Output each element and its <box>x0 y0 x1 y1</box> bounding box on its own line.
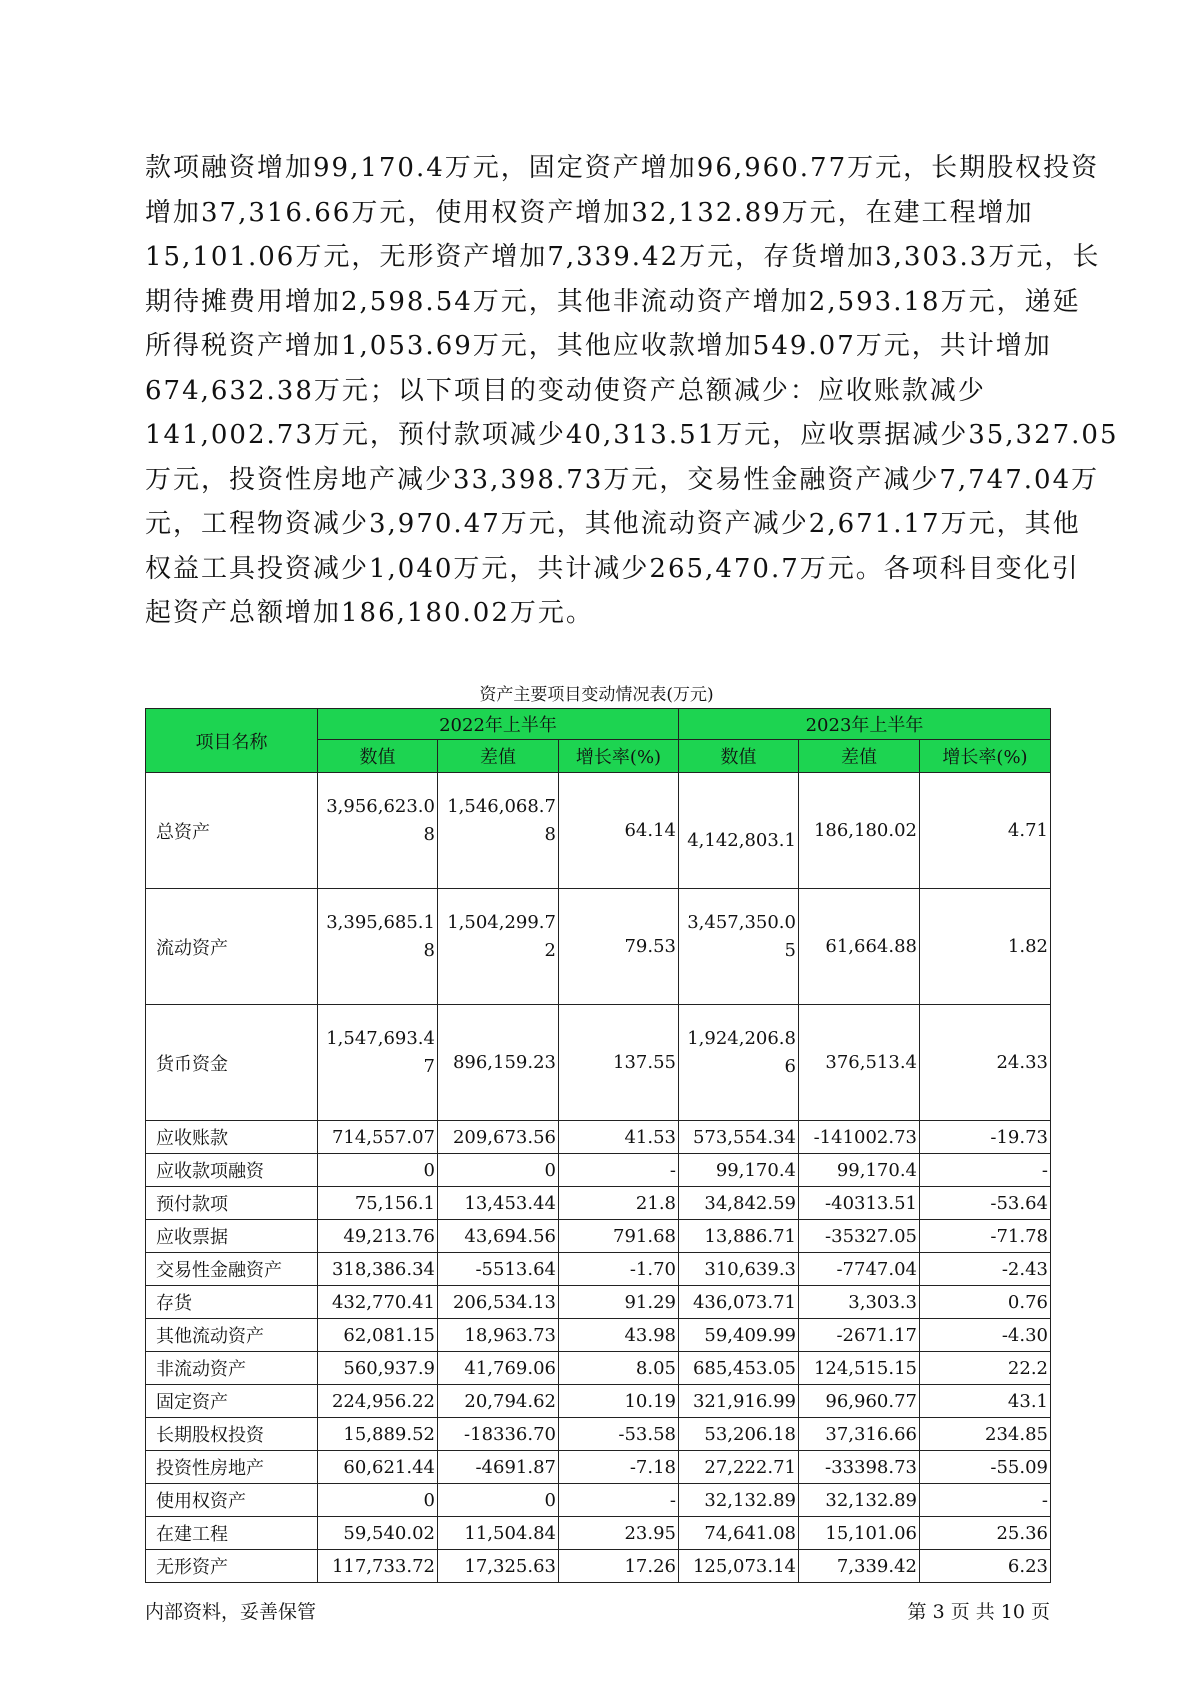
row-name: 流动资产 <box>146 889 318 1005</box>
row-name: 使用权资产 <box>146 1484 318 1517</box>
header-period-2023: 2023年上半年 <box>679 709 1051 740</box>
table-row <box>146 1550 1051 1583</box>
growth-2022-cell: 43.98 <box>559 1319 679 1352</box>
header-value-2022: 数值 <box>318 740 438 773</box>
diff-2023-cell: 124,515.15 <box>799 1352 920 1385</box>
diff-2022-cell: 896,159.23 <box>438 1005 559 1121</box>
growth-2023-cell: - <box>920 1484 1051 1517</box>
diff-2023-cell: -141002.73 <box>799 1121 920 1154</box>
header-diff-2023: 差值 <box>799 740 920 773</box>
growth-2022-cell: 79.53 <box>559 889 679 1005</box>
paragraph-line: 权益工具投资减少1,040万元，共计减少265,470.7万元。各项科目变化引 <box>145 553 1080 584</box>
value-2023-cell: 32,132.89 <box>679 1484 799 1517</box>
asset-changes-table <box>145 708 1051 1583</box>
growth-2023-cell: -53.64 <box>920 1187 1051 1220</box>
growth-2023-cell: 1.82 <box>920 889 1051 1005</box>
value-2023-cell: 3,457,350.05 <box>679 889 799 1005</box>
value-2022-cell: 117,733.72 <box>318 1550 438 1583</box>
header-period-2022: 2022年上半年 <box>318 709 679 740</box>
diff-2022-cell: 20,794.62 <box>438 1385 559 1418</box>
value-2023-cell: 27,222.71 <box>679 1451 799 1484</box>
growth-2022-cell: - <box>559 1154 679 1187</box>
value-2023-cell: 310,639.3 <box>679 1253 799 1286</box>
value-2022-cell: 60,621.44 <box>318 1451 438 1484</box>
table-caption: 资产主要项目变动情况表(万元) <box>479 685 714 705</box>
growth-2023-cell: -19.73 <box>920 1121 1051 1154</box>
growth-2022-cell: 791.68 <box>559 1220 679 1253</box>
paragraph-line: 万元，投资性房地产减少33,398.73万元，交易性金融资产减少7,747.04万 <box>145 464 1100 495</box>
growth-2022-cell: 23.95 <box>559 1517 679 1550</box>
growth-2023-cell: 22.2 <box>920 1352 1051 1385</box>
diff-2022-cell: 43,694.56 <box>438 1220 559 1253</box>
growth-2022-cell: 64.14 <box>559 773 679 889</box>
diff-2022-cell: -18336.70 <box>438 1418 559 1451</box>
growth-2022-cell: 41.53 <box>559 1121 679 1154</box>
row-name: 货币资金 <box>146 1005 318 1121</box>
table-row <box>146 1121 1051 1154</box>
value-2023-cell: 125,073.14 <box>679 1550 799 1583</box>
row-name: 预付款项 <box>146 1187 318 1220</box>
table-row <box>146 1319 1051 1352</box>
footer-page-number: 第 3 页 共 10 页 <box>907 1601 1050 1623</box>
growth-2022-cell: 137.55 <box>559 1005 679 1121</box>
diff-2023-cell: 96,960.77 <box>799 1385 920 1418</box>
value-2022-cell: 49,213.76 <box>318 1220 438 1253</box>
value-2022-cell: 75,156.1 <box>318 1187 438 1220</box>
table-row <box>146 1286 1051 1319</box>
row-name: 固定资产 <box>146 1385 318 1418</box>
diff-2022-cell: 0 <box>438 1484 559 1517</box>
growth-2023-cell: 6.23 <box>920 1550 1051 1583</box>
paragraph-line: 起资产总额增加186,180.02万元。 <box>145 598 594 628</box>
diff-2023-cell: -35327.05 <box>799 1220 920 1253</box>
value-2023-cell: 59,409.99 <box>679 1319 799 1352</box>
table-row <box>146 1352 1051 1385</box>
diff-2023-cell: 99,170.4 <box>799 1154 920 1187</box>
growth-2023-cell: 24.33 <box>920 1005 1051 1121</box>
header-diff-2022: 差值 <box>438 740 559 773</box>
value-2022-cell: 560,937.9 <box>318 1352 438 1385</box>
diff-2022-cell: 41,769.06 <box>438 1352 559 1385</box>
row-name: 存货 <box>146 1286 318 1319</box>
diff-2022-cell: 1,504,299.72 <box>438 889 559 1005</box>
row-name: 应收账款 <box>146 1121 318 1154</box>
value-2023-cell: 99,170.4 <box>679 1154 799 1187</box>
growth-2022-cell: - <box>559 1484 679 1517</box>
table-row <box>146 1154 1051 1187</box>
table-row <box>146 1385 1051 1418</box>
value-2022-cell: 318,386.34 <box>318 1253 438 1286</box>
row-name: 在建工程 <box>146 1517 318 1550</box>
value-2022-cell: 15,889.52 <box>318 1418 438 1451</box>
row-name: 应收票据 <box>146 1220 318 1253</box>
diff-2023-cell: 186,180.02 <box>799 773 920 889</box>
row-name: 非流动资产 <box>146 1352 318 1385</box>
table-row <box>146 1253 1051 1286</box>
value-2022-cell: 0 <box>318 1484 438 1517</box>
row-name: 无形资产 <box>146 1550 318 1583</box>
diff-2022-cell: -4691.87 <box>438 1451 559 1484</box>
diff-2022-cell: 0 <box>438 1154 559 1187</box>
value-2022-cell: 714,557.07 <box>318 1121 438 1154</box>
value-2022-cell: 3,956,623.08 <box>318 773 438 889</box>
growth-2023-cell: -2.43 <box>920 1253 1051 1286</box>
body-paragraph <box>145 146 1119 636</box>
growth-2023-cell: 0.76 <box>920 1286 1051 1319</box>
growth-2022-cell: 21.8 <box>559 1187 679 1220</box>
table-row <box>146 1005 1051 1121</box>
paragraph-line: 所得税资产增加1,053.69万元，其他应收款增加549.07万元，共计增加 <box>145 331 1052 361</box>
table-row <box>146 1187 1051 1220</box>
value-2023-cell: 34,842.59 <box>679 1187 799 1220</box>
value-2023-cell: 436,073.71 <box>679 1286 799 1319</box>
value-2023-cell: 13,886.71 <box>679 1220 799 1253</box>
growth-2023-cell: - <box>920 1154 1051 1187</box>
diff-2023-cell: 7,339.42 <box>799 1550 920 1583</box>
table-row <box>146 1484 1051 1517</box>
table-row <box>146 889 1051 1005</box>
diff-2022-cell: 209,673.56 <box>438 1121 559 1154</box>
header-item-name: 项目名称 <box>146 709 318 773</box>
value-2022-cell: 59,540.02 <box>318 1517 438 1550</box>
paragraph-line: 15,101.06万元，无形资产增加7,339.42万元，存货增加3,303.3万元，长 <box>145 242 1101 272</box>
diff-2022-cell: -5513.64 <box>438 1253 559 1286</box>
value-2023-cell: 1,924,206.86 <box>679 1005 799 1121</box>
paragraph-line: 期待摊费用增加2,598.54万元，其他非流动资产增加2,593.18万元，递延 <box>145 286 1081 317</box>
row-name: 长期股权投资 <box>146 1418 318 1451</box>
diff-2023-cell: 3,303.3 <box>799 1286 920 1319</box>
diff-2023-cell: 61,664.88 <box>799 889 920 1005</box>
growth-2023-cell: -71.78 <box>920 1220 1051 1253</box>
growth-2022-cell: -7.18 <box>559 1451 679 1484</box>
value-2022-cell: 0 <box>318 1154 438 1187</box>
paragraph-line: 674,632.38万元；以下项目的变动使资产总额减少：应收账款减少 <box>145 375 986 406</box>
row-name: 应收款项融资 <box>146 1154 318 1187</box>
value-2023-cell: 321,916.99 <box>679 1385 799 1418</box>
paragraph-line: 元，工程物资减少3,970.47万元，其他流动资产减少2,671.17万元，其他 <box>145 509 1081 539</box>
table-row <box>146 1220 1051 1253</box>
header-growth-2022: 增长率(%) <box>559 740 679 773</box>
value-2023-cell: 573,554.34 <box>679 1121 799 1154</box>
growth-2023-cell: 4.71 <box>920 773 1051 889</box>
diff-2022-cell: 1,546,068.78 <box>438 773 559 889</box>
table-row <box>146 1517 1051 1550</box>
row-name: 投资性房地产 <box>146 1451 318 1484</box>
value-2022-cell: 1,547,693.47 <box>318 1005 438 1121</box>
diff-2023-cell: 15,101.06 <box>799 1517 920 1550</box>
growth-2022-cell: 91.29 <box>559 1286 679 1319</box>
diff-2023-cell: 37,316.66 <box>799 1418 920 1451</box>
diff-2022-cell: 17,325.63 <box>438 1550 559 1583</box>
value-2023-cell: 4,142,803.1 <box>679 773 799 889</box>
diff-2023-cell: -40313.51 <box>799 1187 920 1220</box>
row-name: 交易性金融资产 <box>146 1253 318 1286</box>
paragraph-line: 141,002.73万元，预付款项减少40,313.51万元，应收票据减少35,327.05 <box>145 420 1119 450</box>
value-2022-cell: 3,395,685.18 <box>318 889 438 1005</box>
growth-2022-cell: -1.70 <box>559 1253 679 1286</box>
header-value-2023: 数值 <box>679 740 799 773</box>
value-2023-cell: 685,453.05 <box>679 1352 799 1385</box>
paragraph-line: 增加37,316.66万元，使用权资产增加32,132.89万元，在建工程增加 <box>145 197 1034 228</box>
header-growth-2023: 增长率(%) <box>920 740 1051 773</box>
growth-2023-cell: 234.85 <box>920 1418 1051 1451</box>
growth-2022-cell: 8.05 <box>559 1352 679 1385</box>
row-name: 其他流动资产 <box>146 1319 318 1352</box>
diff-2022-cell: 13,453.44 <box>438 1187 559 1220</box>
growth-2023-cell: 43.1 <box>920 1385 1051 1418</box>
value-2023-cell: 53,206.18 <box>679 1418 799 1451</box>
table-row <box>146 1418 1051 1451</box>
value-2022-cell: 224,956.22 <box>318 1385 438 1418</box>
diff-2022-cell: 11,504.84 <box>438 1517 559 1550</box>
growth-2022-cell: 17.26 <box>559 1550 679 1583</box>
diff-2022-cell: 18,963.73 <box>438 1319 559 1352</box>
diff-2023-cell: -33398.73 <box>799 1451 920 1484</box>
value-2023-cell: 74,641.08 <box>679 1517 799 1550</box>
growth-2023-cell: 25.36 <box>920 1517 1051 1550</box>
diff-2023-cell: 32,132.89 <box>799 1484 920 1517</box>
growth-2022-cell: 10.19 <box>559 1385 679 1418</box>
value-2022-cell: 62,081.15 <box>318 1319 438 1352</box>
table-row <box>146 1451 1051 1484</box>
growth-2023-cell: -55.09 <box>920 1451 1051 1484</box>
diff-2023-cell: -7747.04 <box>799 1253 920 1286</box>
paragraph-line: 款项融资增加99,170.4万元，固定资产增加96,960.77万元，长期股权投资 <box>145 153 1100 183</box>
diff-2023-cell: 376,513.4 <box>799 1005 920 1121</box>
value-2022-cell: 432,770.41 <box>318 1286 438 1319</box>
growth-2022-cell: -53.58 <box>559 1418 679 1451</box>
growth-2023-cell: -4.30 <box>920 1319 1051 1352</box>
row-name: 总资产 <box>146 773 318 889</box>
diff-2022-cell: 206,534.13 <box>438 1286 559 1319</box>
table-row <box>146 773 1051 889</box>
footer-confidential-note: 内部资料，妥善保管 <box>145 1601 317 1623</box>
diff-2023-cell: -2671.17 <box>799 1319 920 1352</box>
